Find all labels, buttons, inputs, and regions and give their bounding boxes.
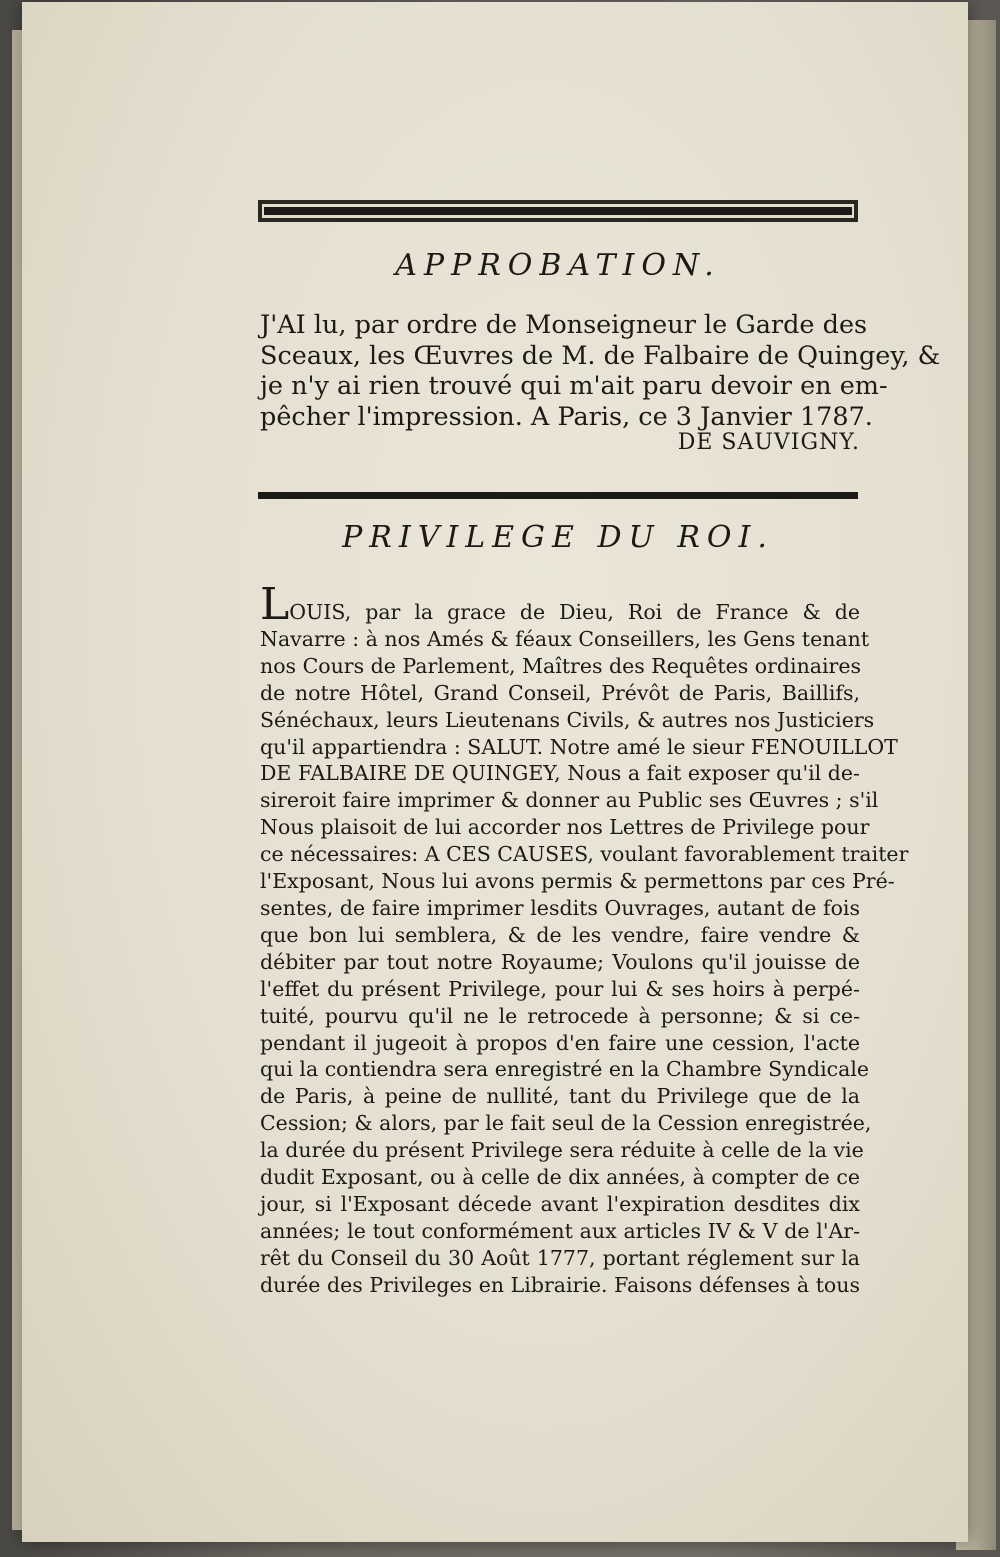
approbation-line: pêcher l'impression. A Paris, ce 3 Janvier 1787. xyxy=(260,401,873,432)
privilege-line: la durée du présent Privilege sera réduite à celle de la vie xyxy=(260,1138,864,1163)
privilege-line: débiter par tout notre Royaume; Voulons qu'il jouisse de xyxy=(260,949,860,974)
privilege-line: Sénéchaux, leurs Lieutenans Civils, & autres nos Justiciers xyxy=(260,707,875,732)
privilege-line: durée des Privileges en Librairie. Faisons défenses à tous xyxy=(260,1272,860,1297)
privilege-line: dudit Exposant, ou à celle de dix années, à compter de ce xyxy=(260,1165,860,1190)
privilege-line: l'Exposant, Nous lui avons permis & permettons par ces Pré- xyxy=(260,869,895,894)
approbation-signature: DE SAUVIGNY. xyxy=(677,430,860,455)
privilege-line: années; le tout conformément aux articles IV & V de l'Ar- xyxy=(260,1218,860,1243)
privilege-line: Nous plaisoit de lui accorder nos Lettres de Privilege pour xyxy=(260,815,870,840)
divider-rule xyxy=(258,492,858,499)
privilege-heading: PRIVILEGE DU ROI. xyxy=(342,520,774,555)
approbation-heading: APPROBATION. xyxy=(395,248,721,283)
approbation-paragraph xyxy=(260,310,941,432)
ornamental-rule-top xyxy=(258,200,858,222)
approbation-line: Sceaux, les Œuvres de M. de Falbaire de Quingey, & xyxy=(260,340,941,371)
privilege-line: que bon lui semblera, & de les vendre, faire vendre & xyxy=(260,922,860,947)
approbation-line: je n'y ai rien trouvé qui m'ait paru devoir en em- xyxy=(260,371,888,401)
privilege-line: tuité, pourvu qu'il ne le retrocede à personne; & si ce- xyxy=(260,1003,860,1028)
dropcap-letter: L xyxy=(260,579,290,630)
privilege-line: nos Cours de Parlement, Maîtres des Requêtes ordinaires xyxy=(260,653,861,678)
privilege-line: de notre Hôtel, Grand Conseil, Prévôt de Paris, Baillifs, xyxy=(260,680,860,705)
privilege-line: qu'il appartiendra : SALUT. Notre amé le sieur FENOUILLOT xyxy=(260,734,898,759)
privilege-line: qui la contiendra sera enregistré en la Chambre Syndicale xyxy=(260,1057,870,1082)
privilege-line: DE FALBAIRE DE QUINGEY, Nous a fait exposer qu'il de- xyxy=(260,761,860,786)
privilege-line: de Paris, à peine de nullité, tant du Privilege que de la xyxy=(260,1084,860,1109)
privilege-line: ce nécessaires: A CES CAUSES, voulant favorablement traiter xyxy=(260,842,909,867)
privilege-line: rêt du Conseil du 30 Août 1777, portant réglement sur la xyxy=(260,1245,860,1270)
privilege-line: sireroit faire imprimer & donner au Public ses Œuvres ; s'il xyxy=(260,788,879,813)
privilege-line: sentes, de faire imprimer lesdits Ouvrages, autant de fois xyxy=(260,895,860,920)
privilege-line: l'effet du présent Privilege, pour lui & ses hoirs à perpé- xyxy=(260,976,860,1001)
privilege-line-first xyxy=(260,579,860,630)
privilege-line-first-text: OUIS, par la grace de Dieu, Roi de France & de xyxy=(289,600,860,624)
privilege-paragraph xyxy=(260,579,909,1299)
privilege-line: jour, si l'Exposant décede avant l'expiration desdites dix xyxy=(260,1191,860,1216)
privilege-line: Cession; & alors, par le fait seul de la Cession enregistrée, xyxy=(260,1111,872,1136)
privilege-line: Navarre : à nos Amés & féaux Conseillers, les Gens tenant xyxy=(260,626,870,651)
privilege-line: pendant il jugeoit à propos d'en faire une cession, l'acte xyxy=(260,1030,860,1055)
approbation-line: J'AI lu, par ordre de Monseigneur le Garde des xyxy=(260,310,868,340)
